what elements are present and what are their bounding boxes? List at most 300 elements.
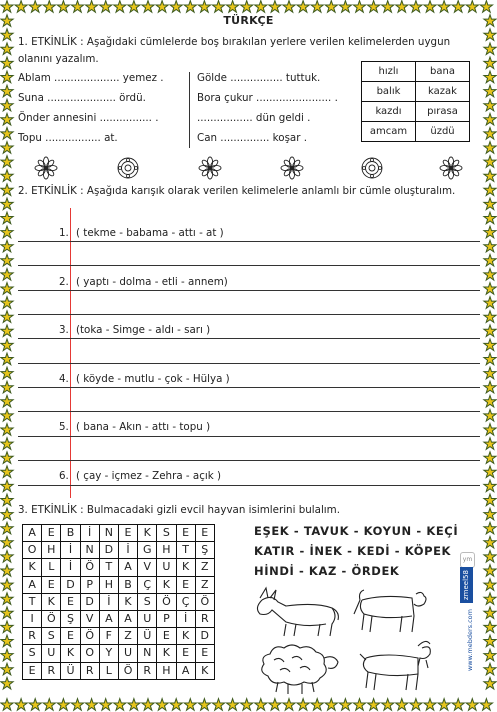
- grid-cell: Ş: [61, 610, 80, 627]
- star-icon: [484, 649, 496, 661]
- column-divider: [189, 72, 190, 148]
- star-icon: [170, 699, 182, 711]
- star-icon: [1, 212, 13, 224]
- star-icon: [311, 1, 323, 13]
- word-cell: hızlı: [362, 62, 416, 82]
- star-icon: [484, 494, 496, 506]
- goat-icon: [360, 641, 430, 690]
- grid-cell: E: [176, 645, 195, 662]
- star-icon: [484, 198, 496, 210]
- star-icon: [484, 99, 496, 111]
- grid-cell: Ö: [195, 593, 214, 610]
- star-icon: [255, 699, 267, 711]
- star-icon: [1, 649, 13, 661]
- sentence-number: 5.: [59, 421, 69, 433]
- star-icon: [43, 699, 55, 711]
- star-icon: [1, 283, 13, 295]
- grid-cell: B: [61, 525, 80, 542]
- flower-icon: [440, 157, 462, 179]
- grid-cell: K: [176, 559, 195, 576]
- sheep-icon: [262, 645, 338, 694]
- flower-row: [14, 152, 483, 184]
- scrambled-sentence: ( bana - Akın - attı - topu ): [76, 421, 211, 433]
- star-icon: [484, 466, 496, 478]
- star-icon: [466, 1, 478, 13]
- star-icon: [424, 1, 436, 13]
- grid-cell: E: [157, 628, 176, 645]
- star-icon: [484, 367, 496, 379]
- fill-blank-right-4: Can ............... koşar .: [197, 132, 308, 144]
- star-icon: [484, 339, 496, 351]
- star-icon: [128, 699, 140, 711]
- grid-cell: H: [42, 542, 61, 559]
- star-icon: [484, 170, 496, 182]
- grid-cell: L: [99, 662, 118, 679]
- star-icon: [1, 395, 13, 407]
- grid-cell: K: [195, 662, 214, 679]
- star-icon: [1, 113, 13, 125]
- flower-icon: [362, 158, 382, 178]
- animal-list-line: EŞEK - TAVUK - KOYUN - KEÇİ: [254, 524, 459, 538]
- grid-cell: Z: [195, 576, 214, 593]
- author-badge: zmeel58: [460, 567, 473, 603]
- activity2-instruction: 2. ETKİNLİK : Aşağıda karışık olarak verilen kelimelerle anlamlı bir cümle oluşturalım.: [18, 185, 456, 197]
- star-icon: [1, 522, 13, 534]
- star-icon: [241, 1, 253, 13]
- star-icon: [484, 57, 496, 69]
- grid-cell: Ö: [80, 559, 99, 576]
- scrambled-sentence: ( yaptı - dolma - etli - annem): [76, 276, 228, 288]
- grid-cell: U: [138, 610, 157, 627]
- star-icon: [1, 565, 13, 577]
- grid-row: [23, 559, 215, 576]
- grid-cell: A: [118, 559, 137, 576]
- star-icon: [1, 699, 13, 711]
- grid-cell: T: [23, 593, 42, 610]
- star-icon: [100, 1, 112, 13]
- star-icon: [480, 699, 492, 711]
- star-icon: [1, 663, 13, 675]
- grid-cell: N: [99, 525, 118, 542]
- grid-cell: E: [42, 525, 61, 542]
- star-icon: [484, 325, 496, 337]
- star-icon: [241, 699, 253, 711]
- star-icon: [227, 1, 239, 13]
- star-icon: [484, 410, 496, 422]
- star-icon: [1, 635, 13, 647]
- star-icon: [1, 579, 13, 591]
- grid-cell: İ: [176, 610, 195, 627]
- star-icon: [156, 699, 168, 711]
- grid-cell: İ: [99, 593, 118, 610]
- star-icon: [1, 269, 13, 281]
- star-icon: [311, 699, 323, 711]
- star-icon: [382, 699, 394, 711]
- star-icon: [484, 381, 496, 393]
- grid-cell: R: [138, 662, 157, 679]
- star-icon: [1, 480, 13, 492]
- star-icon: [1, 593, 13, 605]
- grid-cell: S: [42, 628, 61, 645]
- margin-line: [70, 208, 71, 498]
- grid-cell: D: [61, 576, 80, 593]
- sentence-number: 4.: [59, 373, 69, 385]
- scrambled-sentence: (toka - Simge - aldı - sarı ): [76, 324, 211, 336]
- grid-row: [23, 610, 215, 627]
- grid-cell: K: [157, 576, 176, 593]
- star-icon: [198, 699, 210, 711]
- star-icon: [1, 536, 13, 548]
- grid-cell: K: [118, 593, 137, 610]
- grid-cell: K: [157, 645, 176, 662]
- grid-cell: S: [157, 525, 176, 542]
- grid-cell: H: [157, 662, 176, 679]
- grid-cell: U: [157, 559, 176, 576]
- star-icon: [484, 395, 496, 407]
- grid-cell: I: [23, 610, 42, 627]
- star-icon: [484, 254, 496, 266]
- grid-cell: Ç: [138, 576, 157, 593]
- star-icon: [382, 1, 394, 13]
- grid-cell: A: [23, 525, 42, 542]
- star-icon: [142, 1, 154, 13]
- grid-cell: G: [138, 542, 157, 559]
- grid-cell: N: [80, 542, 99, 559]
- grid-cell: Ü: [61, 662, 80, 679]
- grid-cell: D: [195, 628, 214, 645]
- star-icon: [57, 699, 69, 711]
- grid-cell: E: [23, 662, 42, 679]
- scrambled-sentence: ( çay - içmez - Zehra - açık ): [76, 470, 221, 482]
- star-icon: [484, 29, 496, 41]
- star-icon: [480, 1, 492, 13]
- star-icon: [484, 677, 496, 689]
- fill-blank-left-3: Önder annesini ................ .: [18, 112, 159, 124]
- scrambled-sentence: ( köyde - mutlu - çok - Hülya ): [76, 373, 230, 385]
- grid-cell: Ü: [138, 628, 157, 645]
- grid-cell: E: [195, 645, 214, 662]
- word-cell: kazak: [416, 82, 470, 102]
- star-icon: [484, 127, 496, 139]
- star-icon: [424, 699, 436, 711]
- word-cell: kazdı: [362, 102, 416, 122]
- star-icon: [466, 699, 478, 711]
- grid-cell: K: [61, 645, 80, 662]
- grid-cell: E: [176, 525, 195, 542]
- star-icon: [184, 699, 196, 711]
- star-icon: [1, 410, 13, 422]
- star-icon: [484, 85, 496, 97]
- star-icon: [100, 699, 112, 711]
- grid-cell: T: [176, 542, 195, 559]
- grid-cell: K: [138, 525, 157, 542]
- star-icon: [368, 699, 380, 711]
- activity3-instruction: 3. ETKİNLİK : Bulmacadaki gizli evcil hayvan isimlerini bulalım.: [18, 504, 340, 516]
- grid-cell: İ: [61, 542, 80, 559]
- grid-cell: D: [80, 593, 99, 610]
- star-icon: [1, 297, 13, 309]
- grid-cell: D: [99, 542, 118, 559]
- star-icon: [484, 551, 496, 563]
- grid-row: [23, 662, 215, 679]
- star-icon: [452, 699, 464, 711]
- grid-cell: H: [99, 576, 118, 593]
- star-icon: [484, 113, 496, 125]
- grid-cell: R: [23, 628, 42, 645]
- grid-cell: O: [80, 645, 99, 662]
- grid-row: [23, 628, 215, 645]
- flower-icon: [118, 158, 138, 178]
- grid-cell: U: [42, 645, 61, 662]
- grid-cell: N: [138, 645, 157, 662]
- star-icon: [1, 57, 13, 69]
- grid-cell: F: [99, 628, 118, 645]
- grid-cell: E: [176, 576, 195, 593]
- fill-blank-right-2: Bora çukur ....................... .: [197, 92, 338, 104]
- fill-blank-left-2: Suna ..................... ördü.: [18, 92, 146, 104]
- star-icon: [1, 156, 13, 168]
- star-icon: [1, 353, 13, 365]
- star-icon: [1, 184, 13, 196]
- star-icon: [484, 522, 496, 534]
- star-icon: [297, 699, 309, 711]
- star-icon: [484, 663, 496, 675]
- star-icon: [114, 1, 126, 13]
- star-icon: [156, 1, 168, 13]
- grid-cell: E: [42, 576, 61, 593]
- grid-cell: Y: [99, 645, 118, 662]
- animal-drawings: [246, 584, 442, 696]
- grid-cell: R: [42, 662, 61, 679]
- star-icon: [339, 699, 351, 711]
- word-cell: bana: [416, 62, 470, 82]
- star-icon: [1, 424, 13, 436]
- fill-blank-right-3: ................. dün geldi .: [197, 112, 311, 124]
- star-icon: [484, 593, 496, 605]
- animal-list-line: KATIR - İNEK - KEDİ - KÖPEK: [254, 544, 452, 558]
- grid-row: [23, 645, 215, 662]
- star-icon: [353, 1, 365, 13]
- grid-cell: E: [118, 525, 137, 542]
- activity1-instruction-line2: olanını yazalım.: [18, 53, 99, 65]
- star-icon: [484, 508, 496, 520]
- star-icon: [484, 424, 496, 436]
- grid-cell: T: [99, 559, 118, 576]
- star-icon: [484, 536, 496, 548]
- fill-blank-left-1: Ablam .................... yemez .: [18, 72, 164, 84]
- grid-cell: A: [23, 576, 42, 593]
- grid-cell: E: [61, 593, 80, 610]
- star-icon: [325, 1, 337, 13]
- grid-cell: U: [118, 645, 137, 662]
- star-icon: [1, 15, 13, 27]
- page-title: TÜRKÇE: [223, 14, 274, 27]
- grid-cell: E: [195, 525, 214, 542]
- star-icon: [1, 551, 13, 563]
- grid-row: [23, 525, 215, 542]
- star-icon: [325, 699, 337, 711]
- grid-cell: Z: [118, 628, 137, 645]
- grid-cell: H: [157, 542, 176, 559]
- fill-blank-right-1: Gölde ................ tuttuk.: [197, 72, 321, 84]
- sentence-number: 6.: [59, 470, 69, 482]
- cow-icon: [354, 590, 426, 632]
- star-icon: [396, 1, 408, 13]
- star-icon: [484, 226, 496, 238]
- star-icon: [484, 184, 496, 196]
- star-icon: [410, 1, 422, 13]
- star-icon: [1, 170, 13, 182]
- sentence-number: 3.: [59, 324, 69, 336]
- star-icon: [86, 1, 98, 13]
- star-icon: [1, 198, 13, 210]
- star-icon: [353, 699, 365, 711]
- star-icon: [396, 699, 408, 711]
- grid-cell: A: [176, 662, 195, 679]
- star-icon: [170, 1, 182, 13]
- grid-cell: Ö: [80, 628, 99, 645]
- star-icon: [484, 283, 496, 295]
- star-icon: [283, 1, 295, 13]
- flower-icon: [35, 157, 57, 179]
- star-icon: [1, 254, 13, 266]
- star-icon: [15, 699, 27, 711]
- star-icon: [269, 699, 281, 711]
- star-icon: [71, 1, 83, 13]
- star-icon: [212, 1, 224, 13]
- sentence-number: 1.: [59, 227, 69, 239]
- grid-cell: L: [42, 559, 61, 576]
- grid-cell: Ö: [118, 662, 137, 679]
- fill-blank-left-4: Topu ................. at.: [18, 132, 118, 144]
- activity1-instruction-line1: 1. ETKİNLİK : Aşağıdaki cümlelerde boş bırakılan yerlere verilen kelimelerden uygun: [18, 36, 451, 48]
- star-icon: [184, 1, 196, 13]
- grid-cell: Ç: [176, 593, 195, 610]
- grid-row: [23, 542, 215, 559]
- star-icon: [1, 226, 13, 238]
- flower-icon: [281, 157, 303, 179]
- star-icon: [484, 607, 496, 619]
- word-bank-table: [361, 61, 470, 142]
- star-icon: [1, 508, 13, 520]
- star-icon: [484, 297, 496, 309]
- star-icon: [484, 438, 496, 450]
- word-cell: balık: [362, 82, 416, 102]
- star-icon: [1, 85, 13, 97]
- star-icon: [438, 699, 450, 711]
- grid-cell: Ö: [42, 610, 61, 627]
- grid-row: [23, 576, 215, 593]
- star-icon: [269, 1, 281, 13]
- grid-cell: K: [42, 593, 61, 610]
- grid-cell: B: [118, 576, 137, 593]
- star-icon: [484, 311, 496, 323]
- star-icon: [128, 1, 140, 13]
- star-icon: [1, 1, 13, 13]
- star-icon: [484, 565, 496, 577]
- star-icon: [1, 677, 13, 689]
- star-icon: [1, 367, 13, 379]
- star-icon: [1, 339, 13, 351]
- star-icon: [484, 212, 496, 224]
- star-icon: [1, 494, 13, 506]
- star-icon: [1, 43, 13, 55]
- donkey-icon: [257, 588, 338, 636]
- star-icon: [114, 699, 126, 711]
- star-icon: [452, 1, 464, 13]
- grid-cell: İ: [118, 542, 137, 559]
- grid-cell: K: [23, 559, 42, 576]
- grid-cell: V: [80, 610, 99, 627]
- star-icon: [1, 311, 13, 323]
- star-icon: [484, 156, 496, 168]
- star-icon: [86, 699, 98, 711]
- scrambled-sentence: ( tekme - babama - attı - at ): [76, 227, 224, 239]
- grid-cell: A: [99, 610, 118, 627]
- grid-cell: Z: [195, 559, 214, 576]
- star-icon: [57, 1, 69, 13]
- grid-cell: P: [157, 610, 176, 627]
- star-icon: [198, 1, 210, 13]
- star-icon: [283, 699, 295, 711]
- grid-cell: K: [176, 628, 195, 645]
- star-icon: [1, 71, 13, 83]
- star-icon: [1, 325, 13, 337]
- grid-cell: O: [23, 542, 42, 559]
- star-icon: [484, 15, 496, 27]
- ym-logo: ym: [460, 552, 475, 568]
- star-icon: [1, 240, 13, 252]
- star-icon: [43, 1, 55, 13]
- star-icon: [484, 480, 496, 492]
- star-icon: [1, 381, 13, 393]
- word-cell: pırasa: [416, 102, 470, 122]
- grid-cell: İ: [80, 525, 99, 542]
- star-icon: [339, 1, 351, 13]
- grid-row: [23, 593, 215, 610]
- star-icon: [71, 699, 83, 711]
- star-icon: [410, 699, 422, 711]
- star-icon: [484, 353, 496, 365]
- star-icon: [484, 635, 496, 647]
- grid-cell: P: [80, 576, 99, 593]
- grid-cell: A: [118, 610, 137, 627]
- star-icon: [1, 438, 13, 450]
- star-icon: [142, 699, 154, 711]
- grid-cell: S: [23, 645, 42, 662]
- grid-cell: İ: [61, 559, 80, 576]
- star-icon: [212, 699, 224, 711]
- star-icon: [29, 699, 41, 711]
- worksheet: [14, 14, 483, 698]
- star-icon: [368, 1, 380, 13]
- flower-icon: [199, 157, 221, 179]
- word-search-grid: [22, 524, 215, 680]
- word-cell: üzdü: [416, 122, 470, 142]
- star-icon: [1, 466, 13, 478]
- animal-list-line: HİNDİ - KAZ - ÖRDEK: [254, 564, 400, 578]
- star-icon: [438, 1, 450, 13]
- star-icon: [1, 452, 13, 464]
- grid-cell: E: [61, 628, 80, 645]
- website-url: www.mebders.com: [466, 609, 474, 672]
- star-icon: [484, 240, 496, 252]
- grid-cell: Ş: [195, 542, 214, 559]
- star-icon: [15, 1, 27, 13]
- star-icon: [1, 142, 13, 154]
- grid-cell: S: [138, 593, 157, 610]
- star-icon: [484, 71, 496, 83]
